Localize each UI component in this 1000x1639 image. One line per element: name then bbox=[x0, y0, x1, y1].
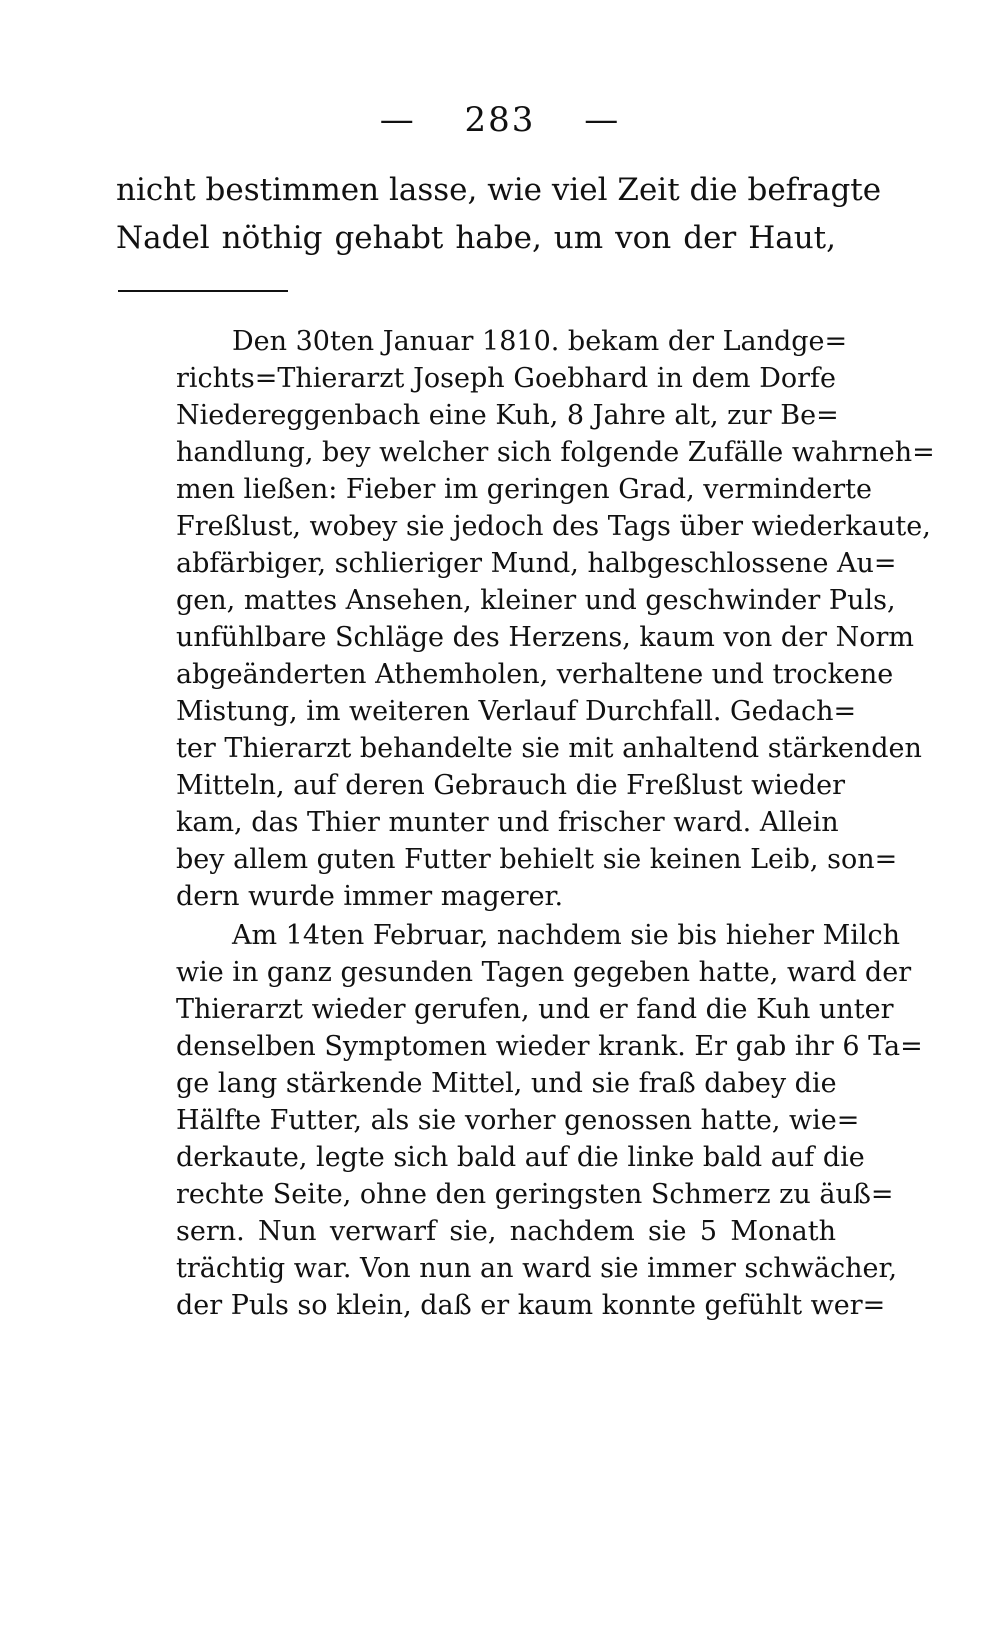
footnote-rule bbox=[118, 290, 288, 292]
footnote-line: Niedereggenbach eine Kuh, 8 Jahre alt, zur Be= bbox=[176, 400, 839, 431]
footnote-line: handlung, bey welcher sich folgende Zufälle wahrneh= bbox=[176, 437, 935, 468]
footnote-line: abgeänderten Athemholen, verhaltene und trockene bbox=[176, 659, 894, 690]
body-line: Nadel nöthig gehabt habe, um von der Haut, bbox=[116, 220, 836, 256]
page-number: 283 bbox=[464, 100, 536, 140]
footnote-line: Freßlust, wobey sie jedoch des Tags über wiederkaute, bbox=[176, 511, 931, 542]
page-header bbox=[0, 100, 1000, 140]
footnote-line: bey allem guten Futter behielt sie keinen Leib, son= bbox=[176, 844, 898, 875]
footnote-line: dern wurde immer magerer. bbox=[176, 881, 564, 912]
footnote-line: Den 30ten Januar 1810. bekam der Landge= bbox=[232, 326, 848, 357]
footnote-line: Mitteln, auf deren Gebrauch die Freßlust wieder bbox=[176, 770, 845, 801]
footnote-line: sern. Nun verwarf sie, nachdem sie 5 Monath bbox=[176, 1216, 836, 1247]
footnote-line: der Puls so klein, daß er kaum konnte gefühlt wer= bbox=[176, 1290, 886, 1321]
footnote-line: wie in ganz gesunden Tagen gegeben hatte, ward der bbox=[176, 957, 912, 988]
footnote-line: kam, das Thier munter und frischer ward. Allein bbox=[176, 807, 839, 838]
footnote-line: denselben Symptomen wieder krank. Er gab ihr 6 Ta= bbox=[176, 1031, 923, 1062]
footnote-line: Thierarzt wieder gerufen, und er fand die Kuh unter bbox=[176, 994, 894, 1025]
footnote-line: derkaute, legte sich bald auf die linke bald auf die bbox=[176, 1142, 865, 1173]
footnote-line: abfärbiger, schlieriger Mund, halbgeschlossene Au= bbox=[176, 548, 897, 579]
footnote-line: ge lang stärkende Mittel, und sie fraß dabey die bbox=[176, 1068, 837, 1099]
header-dash-right: — bbox=[584, 100, 621, 140]
header-dash-left: — bbox=[379, 100, 416, 140]
footnote-line: ter Thierarzt behandelte sie mit anhaltend stärkenden bbox=[176, 733, 922, 764]
footnote-line: unfühlbare Schläge des Herzens, kaum von der Norm bbox=[176, 622, 915, 653]
footnote-line: Hälfte Futter, als sie vorher genossen hatte, wie= bbox=[176, 1105, 860, 1136]
body-line: nicht bestimmen lasse, wie viel Zeit die befragte bbox=[116, 172, 882, 208]
footnote-line: richts=Thierarzt Joseph Goebhard in dem Dorfe bbox=[176, 363, 836, 394]
footnote-line: rechte Seite, ohne den geringsten Schmerz zu äuß= bbox=[176, 1179, 894, 1210]
footnote-line: Am 14ten Februar, nachdem sie bis hieher Milch bbox=[232, 920, 900, 951]
footnote-line: trächtig war. Von nun an ward sie immer schwächer, bbox=[176, 1253, 898, 1284]
footnote-line: gen, mattes Ansehen, kleiner und geschwinder Puls, bbox=[176, 585, 896, 616]
footnote-line: men ließen: Fieber im geringen Grad, verminderte bbox=[176, 474, 873, 505]
footnote-line: Mistung, im weiteren Verlauf Durchfall. Gedach= bbox=[176, 696, 857, 727]
